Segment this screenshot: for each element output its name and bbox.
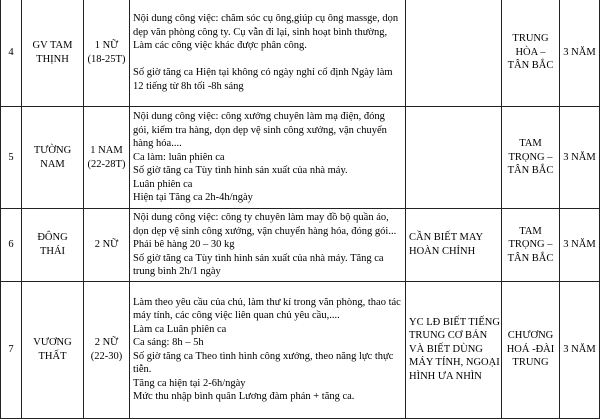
location-line: TÂN BẮC xyxy=(507,60,554,72)
description-line: Mức thu nhập bình quân Lương đàm phán + tăng ca. xyxy=(133,391,355,402)
description-line: Nội dung công việc: công xưởng chuyên làm mạ điện, đóng xyxy=(133,111,385,123)
contract-duration: 3 NĂM xyxy=(560,209,600,282)
table-row xyxy=(1,281,600,418)
company-name: VƯƠNG THẤT xyxy=(22,281,84,418)
description-line: Số giờ tăng ca Tùy tình hình sản xuất của nhà máy. xyxy=(133,165,348,177)
location xyxy=(502,281,560,418)
description-line: gói, kiểm tra hàng, dọn dẹp vệ sinh công xưởng, vận chuyển xyxy=(133,124,387,136)
description-line: Làm ca Luân phiên ca xyxy=(133,323,227,335)
description-line: Luân phiên ca xyxy=(133,178,193,190)
description-line: Phải bê hàng 20 – 30 kg xyxy=(133,239,235,250)
description-line: Ca làm: luân phiên ca xyxy=(133,151,225,163)
contract-duration: 3 NĂM xyxy=(560,107,600,209)
description-line: dẹp văn phòng công ty. Cụ vẫn đi lại, sinh hoạt bình thường, xyxy=(133,26,388,38)
requirement-line: VÀ BIẾT DÙNG xyxy=(409,343,483,355)
location-line: TRỌNG – xyxy=(508,239,553,250)
location-line: TRUNG xyxy=(512,33,549,45)
description-line: Ca sáng: 8h – 5h xyxy=(133,337,204,348)
description-line: Làm theo yêu cầu của chủ, làm thư kí trong văn phòng, thao tác xyxy=(133,296,401,308)
worker-quantity: 2 NỮ (22-30) xyxy=(84,281,130,418)
location-line: TAM xyxy=(519,225,542,237)
job-description xyxy=(130,0,406,107)
requirement-line: CẦN BIẾT MAY xyxy=(409,232,484,244)
location-line: TÂN BẮC xyxy=(507,252,554,264)
company-name: TƯỜNG NAM xyxy=(22,107,84,209)
contract-duration: 3 NĂM xyxy=(560,0,600,107)
location xyxy=(502,209,560,282)
job-description xyxy=(130,281,406,418)
requirement-line: YC LĐ BIẾT TIẾNG xyxy=(409,316,500,328)
requirements xyxy=(406,107,502,209)
description-line: dọn dẹp vệ sinh công xưởng, vận chuyển hàng hóa, đóng gói... xyxy=(133,225,397,237)
company-name: GV TAM THỊNH xyxy=(22,0,84,107)
worker-quantity: 2 NỮ xyxy=(84,209,130,282)
location-line: TRUNG xyxy=(512,357,549,369)
company-name: ĐÔNG THÁI xyxy=(22,209,84,282)
row-number: 4 xyxy=(1,0,22,107)
description-line: tiễn. xyxy=(133,364,152,375)
contract-duration: 3 NĂM xyxy=(560,281,600,418)
location-line: CHƯƠNG xyxy=(507,330,554,342)
description-line: máy tính, các công việc liên quan chủ yêu cầu,.... xyxy=(133,310,340,321)
table-row xyxy=(1,209,600,282)
requirements xyxy=(406,281,502,418)
location-line: TAM xyxy=(519,138,542,150)
requirement-line: TRUNG CƠ BẢN xyxy=(409,330,488,342)
row-number: 5 xyxy=(1,107,22,209)
worker-quantity: 1 NỮ (18-25T) xyxy=(84,0,130,107)
location-line: TÂN BẮC xyxy=(507,165,554,177)
requirement-line: HOÀN CHỈNH xyxy=(409,245,476,257)
description-line: Số giờ tăng ca Tùy tình hình sản xuất của nhà máy. Tăng ca xyxy=(133,252,384,264)
description-line: Hiện tại Tăng ca 2h-4h/ngày xyxy=(133,192,253,204)
description-line: hàng hóa.... xyxy=(133,138,182,150)
description-line: 12 tiếng từ 8h tối -8h sáng xyxy=(133,80,244,92)
description-line: Nội dung công việc: công ty chuyên làm may đồ bộ quần áo, xyxy=(133,212,389,223)
table-row xyxy=(1,107,600,209)
job-description xyxy=(130,209,406,282)
description-line: Số giờ tăng ca Hiện tại không có ngày nghỉ cố định Ngày làm xyxy=(133,67,393,78)
job-description xyxy=(130,107,406,209)
location xyxy=(502,0,560,107)
table-row xyxy=(1,0,600,107)
row-number: 7 xyxy=(1,281,22,418)
description-line xyxy=(133,53,402,67)
description-line: Làm các công việc khác được phân công. xyxy=(133,40,307,51)
worker-quantity: 1 NAM (22-28T) xyxy=(84,107,130,209)
location-line: HÒA – xyxy=(515,46,546,58)
requirement-line: HÌNH ƯA NHÌN xyxy=(409,370,482,382)
location-line: HOÁ -ĐÀI xyxy=(506,343,555,355)
description-line: Số giờ tăng ca Theo tình hình công xưởng, theo năng lực thực xyxy=(133,350,394,362)
requirements xyxy=(406,0,502,107)
location xyxy=(502,107,560,209)
location-line: TRỌNG – xyxy=(508,151,553,163)
row-number: 6 xyxy=(1,209,22,282)
description-line: Tăng ca hiện tại 2-6h/ngày xyxy=(133,377,246,389)
description-line: trung bình 2h/1 ngày xyxy=(133,266,221,277)
requirement-line: MÁY TÍNH, NGOẠI xyxy=(409,357,500,369)
requirements xyxy=(406,209,502,282)
description-line: Nội dung công việc: chăm sóc cụ ông,giúp cụ ông massge, dọn xyxy=(133,13,399,24)
